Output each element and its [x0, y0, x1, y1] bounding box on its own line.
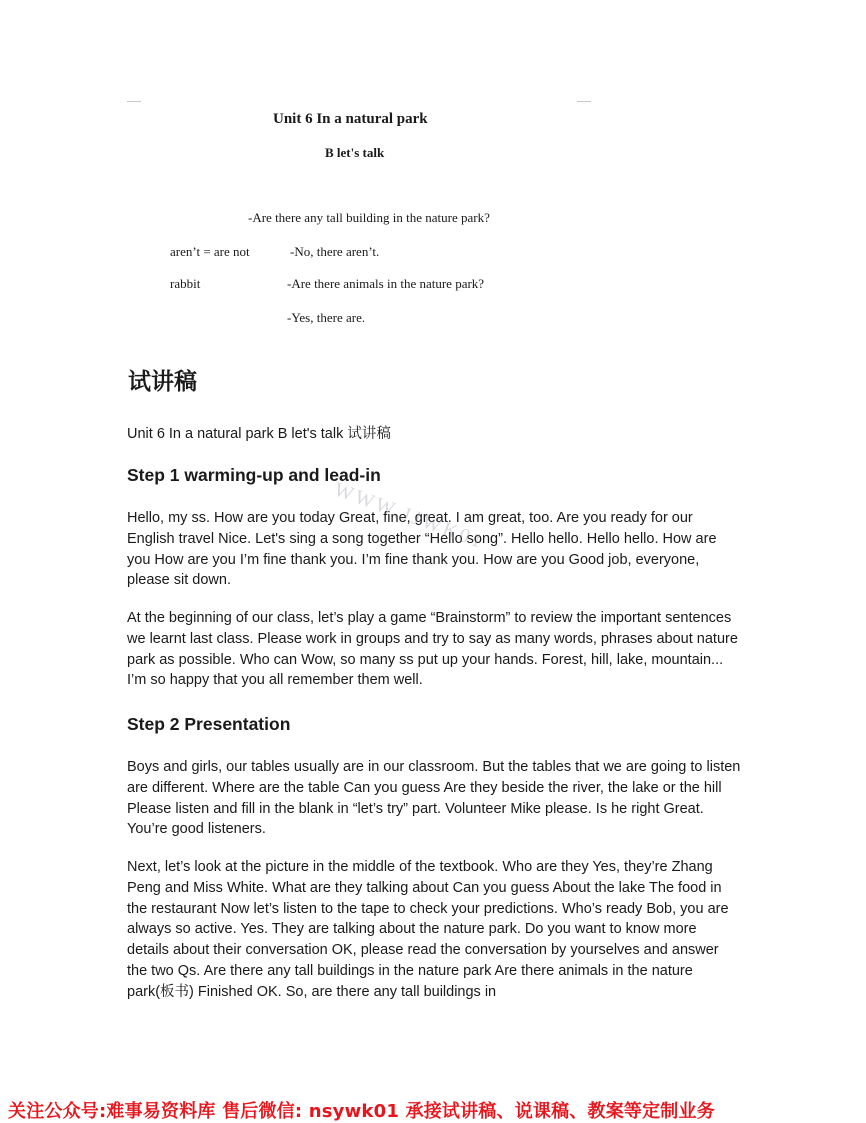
blackboard-line: aren’t = are not	[170, 244, 250, 259]
page-title: 试讲稿	[128, 369, 197, 395]
document-subtitle: Unit 6 In a natural park B let's talk 试讲稿	[127, 426, 391, 442]
paragraph: Boys and girls, our tables usually are in our classroom. But the tables that we are going to listen are different. Where are the table Can you guess Are they beside the river, the lake or the hill Please listen and fill in the blank in “let’s try” part. Volunteer Mike please. Is he right Great. You’re good listeners.	[127, 759, 741, 838]
blackboard-line: rabbit	[170, 276, 201, 291]
watermark: WWW.JJWK01	[331, 478, 488, 554]
section-heading: Step 1 warming-up and lead-in	[127, 465, 381, 485]
paragraph: At the beginning of our class, let’s play a game “Brainstorm” to review the important sentences we learnt last class. Please work in groups and try to say as many words, phrases about nature park as possible. Who can Wow, so many ss put up your hands. Forest, hill, lake, mountain... I’m so happy that you all remember them well.	[127, 610, 738, 689]
section-heading: Step 2 Presentation	[127, 714, 291, 734]
footer-banner: 关注公众号:难事易资料库 售后微信: nsywk01 承接试讲稿、说课稿、教案等定制业务	[8, 1101, 715, 1122]
blackboard-line: -No, there aren’t.	[290, 244, 380, 259]
corner-mark-left	[127, 101, 141, 102]
corner-mark-right	[577, 101, 591, 102]
blackboard-line: -Are there any tall building in the nature park?	[248, 210, 490, 225]
blackboard-line: -Are there animals in the nature park?	[287, 276, 485, 291]
blackboard-line: -Yes, there are.	[287, 310, 366, 325]
paragraph: Hello, my ss. How are you today Great, fine, great. I am great, too. Are you ready for our English travel Nice. Let's sing a song together “Hello song”. Hello hello. Hello hello. How are you How are you I’m fine thank you. I’m fine thank you. How are you Good job, everyone, please sit down.	[127, 510, 717, 589]
blackboard-title: Unit 6 In a natural park	[273, 111, 428, 127]
paragraph: Next, let’s look at the picture in the middle of the textbook. Who are they Yes, they’re Zhang Peng and Miss White. What are they talking about Can you guess About the lake The food in the restaurant Now let’s listen to the tape to check your predictions. Who’s ready Bob, you are always so active. Yes. They are talking about the nature park. Do you want to know more details about their conversation OK, please read the conversation by yourselves and answer the two Qs. Are there any tall buildings in the nature park Are there animals in the nature park(板书) Finished OK. So, are there any tall buildings in	[127, 859, 729, 1000]
blackboard-subtitle: B let's talk	[325, 145, 385, 160]
